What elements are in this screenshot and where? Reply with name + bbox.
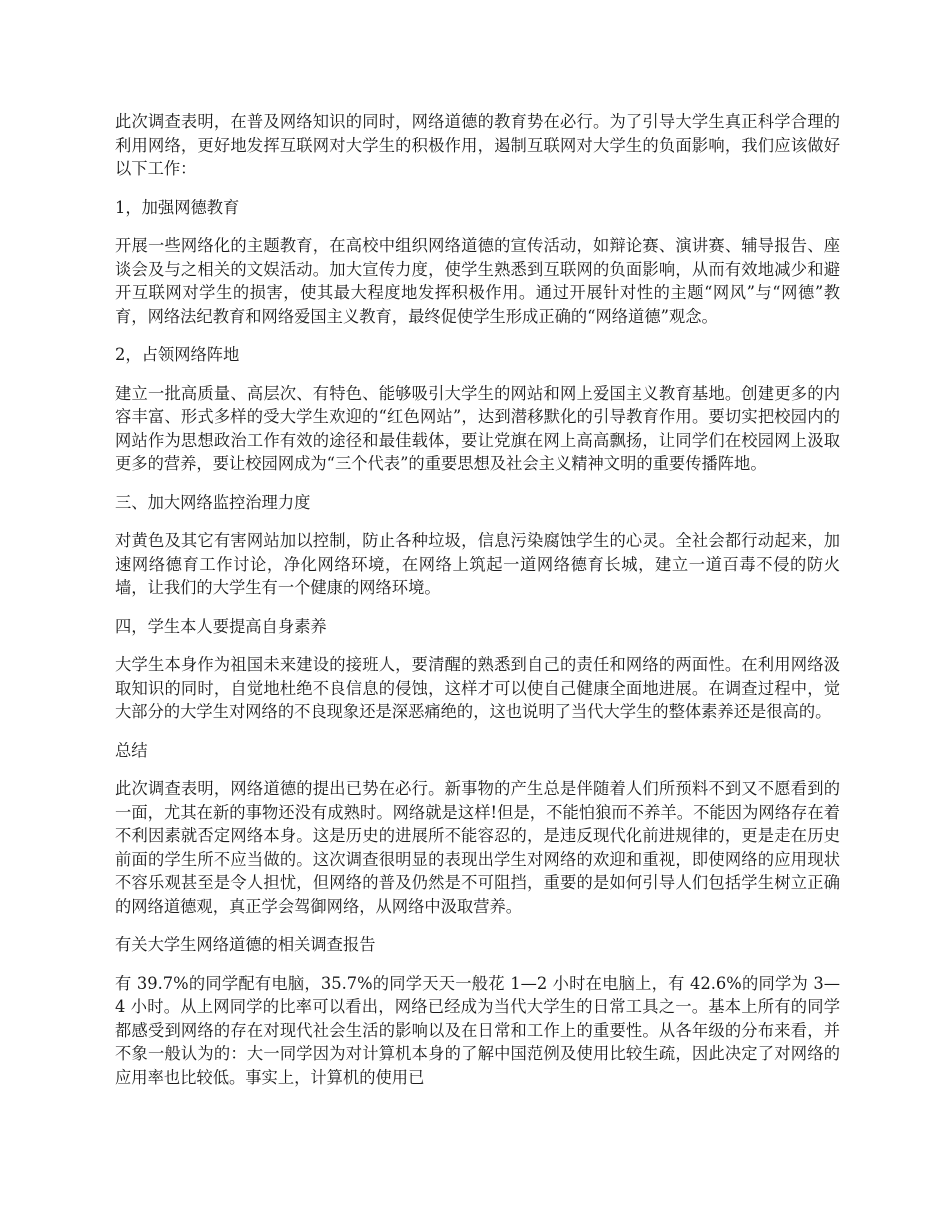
report-paragraph: 有 39.7%的同学配有电脑，35.7%的同学天天一般花 1—2 小时在电脑上，有 42.6%的同学为 3—4 小时。从上网同学的比率可以看出，网络已经成为当代大学生的日常工具之一。基本上所有的同学都感受到网络的存在对现代社会生活的影响以及在日常和工作上的重要性。从各年级的分布来看，并不象一般认为的：大一同学因为对计算机本身的了解中国范例及使用比较生疏，因此决定了对网络的应用率也比较低。事实上，计算机的使用已 — [115, 973, 840, 1087]
intro-paragraph: 此次调查表明，在普及网络知识的同时，网络道德的教育势在必行。为了引导大学生真正科学合理的利用网络，更好地发挥互联网对大学生的积极作用，遏制互联网对大学生的负面影响，我们应该做好以下工作： — [115, 112, 840, 178]
report-title: 有关大学生网络道德的相关调查报告 — [115, 935, 376, 954]
section-2-paragraph: 建立一批高质量、高层次、有特色、能够吸引大学生的网站和网上爱国主义教育基地。创建更多的内容丰富、形式多样的受大学生欢迎的“红色网站”，达到潜移默化的引导教育作用。要切实把校园内的网站作为思想政治工作有效的途径和最佳载体，要让党旗在网上高高飘扬，让同学们在校园网上汲取更多的营养，要让校园网成为“三个代表”的重要思想及社会主义精神文明的重要传播阵地。 — [115, 383, 840, 473]
section-4-paragraph: 大学生本身作为祖国未来建设的接班人，要清醒的熟悉到自己的责任和网络的两面性。在利用网络汲取知识的同时，自觉地杜绝不良信息的侵蚀，这样才可以使自己健康全面地进展。在调查过程中，觉大部分的大学生对网络的不良现象还是深恶痛绝的，这也说明了当代大学生的整体素养还是很高的。 — [115, 655, 840, 721]
summary-heading: 总结 — [115, 740, 148, 760]
section-1-paragraph: 开展一些网络化的主题教育，在高校中组织网络道德的宣传活动，如辩论赛、演讲赛、辅导报告、座谈会及与之相关的文娱活动。加大宣传力度，使学生熟悉到互联网的负面影响，从而有效地减少和避开互联网对学生的损害，使其最大程度地发挥积极作用。通过开展针对性的主题“网风”与“网德”教育，网络法纪教育和网络爱国主义教育，最终促使学生形成正确的“网络道德”观念。 — [115, 236, 840, 326]
summary-paragraph: 此次调查表明，网络道德的提出已势在必行。新事物的产生总是伴随着人们所预料不到又不愿看到的一面，尤其在新的事物还没有成熟时。网络就是这样!但是，不能怕狼而不养羊。不能因为网络存在着不利因素就否定网络本身。这是历史的进展所不能容忍的，是违反现代化前进规律的，更是走在历史前面的学生所不应当做的。这次调查很明显的表现出学生对网络的欢迎和重视，即使网络的应用现状不容乐观甚至是令人担忧，但网络的普及仍然是不可阻挡，重要的是如何引导人们包括学生树立正确的网络道德观，真正学会驾御网络，从网络中汲取营养。 — [115, 779, 840, 916]
section-heading-3: 三、加大网络监控治理力度 — [115, 492, 311, 512]
section-3-paragraph: 对黄色及其它有害网站加以控制，防止各种垃圾，信息污染腐蚀学生的心灵。全社会都行动起来，加速网络德育工作讨论，净化网络环境，在网络上筑起一道网络德育长城，建立一道百毒不侵的防火墙，让我们的大学生有一个健康的网络环境。 — [115, 531, 840, 597]
document-body — [115, 110, 840, 1104]
section-heading-4: 四，学生本人要提高自身素养 — [115, 616, 327, 636]
section-heading-2: 2，占领网络阵地 — [115, 345, 240, 364]
section-heading-1: 1，加强网德教育 — [115, 197, 240, 217]
